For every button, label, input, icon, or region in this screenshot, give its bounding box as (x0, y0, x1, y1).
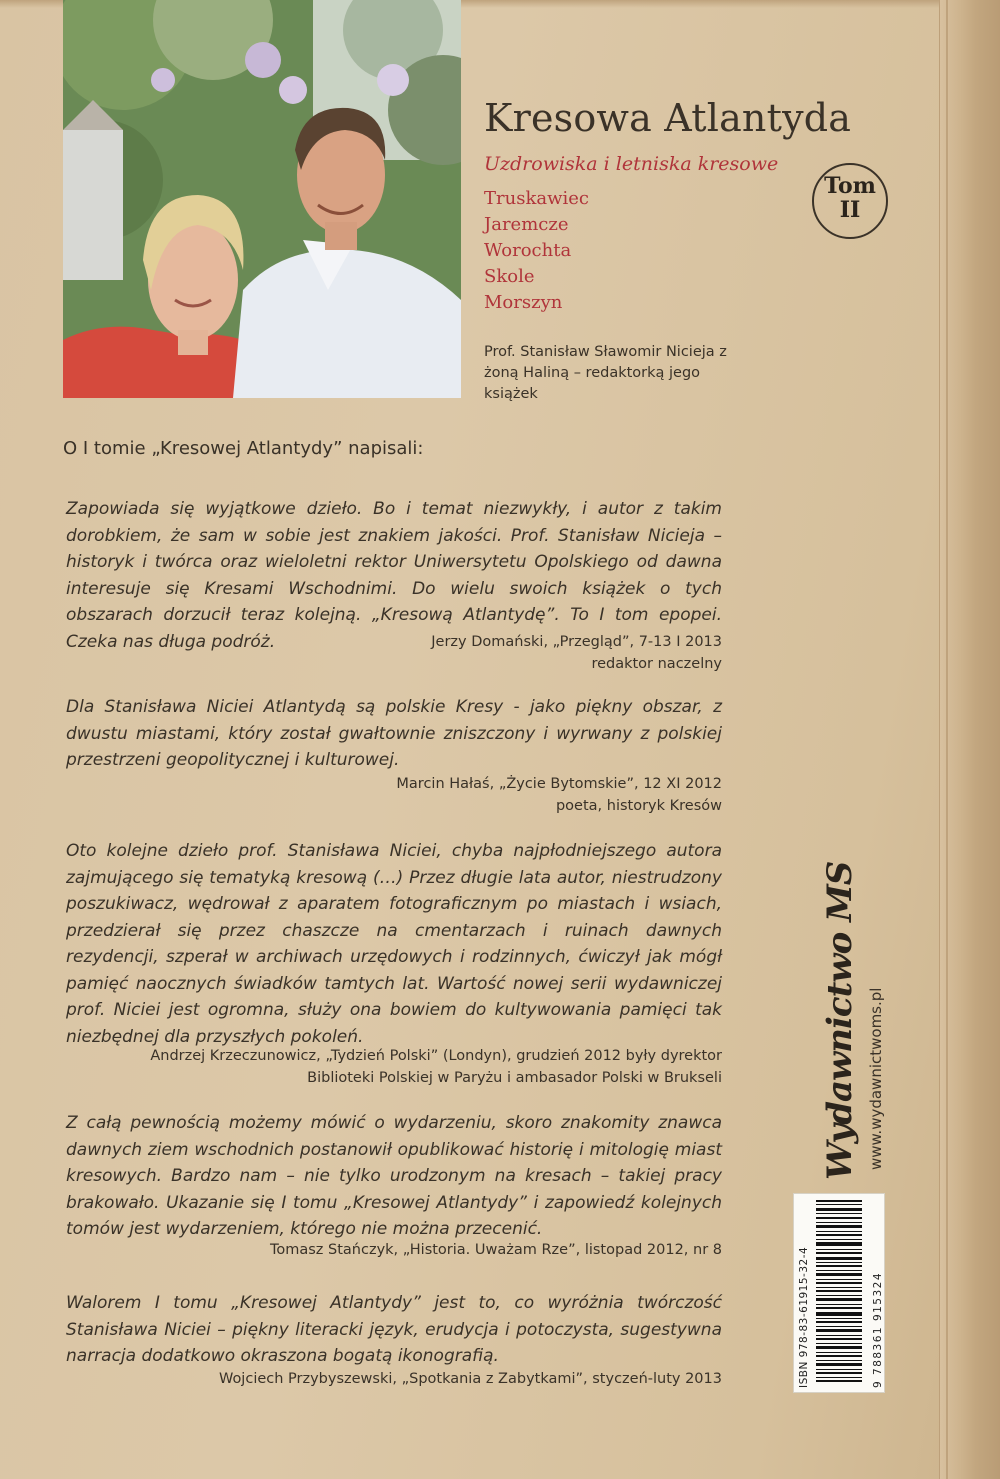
author-photo (63, 0, 461, 398)
quote-source-line: Wojciech Przybyszewski, „Spotkania z Zabytkami”, styczeń-luty 2013 (218, 1371, 722, 1387)
quote-text: Zapowiada się wyjątkowe dzieło. Bo i temat niezwykły, i autor z takim dorobkiem, że sam w sobie jest znakiem jakości. Prof. Stanisław Nicieja – historyk i twórca oraz wieloletni rektor Uniwersytetu Opolskiego od dawna interesuje się Kresami Wschodnimi. Do wielu swoich książek o tych obszarach dorzucił teraz kolejną. „Kresową Atlantydę”. To I tom epopei. Czeka nas długa podróż. (66, 499, 722, 652)
quote-source (102, 774, 722, 817)
quote-source (102, 1240, 722, 1262)
quotes-intro: O I tomie „Kresowej Atlantydy” napisali: (63, 438, 424, 459)
quote-text: Walorem I tomu „Kresowej Atlantydy” jest to, co wyróżnia twórczość Stanisława Niciei – piękny literacki język, erudycja i potoczysta, sugestywna narracja dodatkowo okraszona bogatą ikonografią. (66, 1293, 722, 1366)
quote-source-line: Biblioteki Polskiej w Paryżu i ambasador Polski w Brukseli (307, 1069, 722, 1086)
quote-text: Dla Stanisława Niciei Atlantydą są polskie Kresy - jako piękny obszar, z dwustu miastami, który został gwałtownie zniszczony i wyrwany z polskiej przestrzeni geopolitycznej i kulturowej. (66, 697, 722, 770)
quote-source-line: Tomasz Stańczyk, „Historia. Uważam Rze”, listopad 2012, nr 8 (269, 1242, 722, 1258)
publisher-logo (820, 862, 860, 1180)
quote-source-line: redaktor naczelny (591, 655, 722, 672)
quote-source-line: Marcin Hałaś, „Życie Bytomskie”, 12 XI 2012 (396, 776, 722, 792)
town-item: Truskawiec (484, 188, 589, 209)
quote-text: Oto kolejne dzieło prof. Stanisława Niciei, chyba najpłodniejszego autora zajmującego się tematyką kresową (…) Przez długie lata autor, niestrudzony poszukiwacz, wędrował z aparatem fotograficznym po miastach i wsiach, przedzierał się przez chaszcze na cmentarzach i ruinach dawnych rezydencji, szperał w archiwach urzędowych i rodzinnych, ćwiczył jak mógł pamięć naocznych świadków tamtych lat. Wartość nowej serii wydawniczej prof. Niciei jest ogromna, służy ona bowiem do kultywowania pamięci tak niezbędnej dla przyszłych pokoleń. (66, 841, 722, 1047)
town-item: Morszyn (484, 292, 563, 313)
quote-source-line: Andrzej Krzeczunowicz, „Tydzień Polski” (Londyn), grudzień 2012 były dyrektor (150, 1048, 722, 1064)
volume-badge (812, 163, 888, 239)
volume-number: II (839, 197, 861, 223)
publisher-url-text: www.wydawnictwoms.pl (867, 987, 885, 1170)
town-item: Worochta (484, 240, 572, 261)
spine-edge (939, 0, 1000, 1479)
quote-text: Z całą pewnością możemy mówić o wydarzeniu, skoro znakomity znawca dawnych ziem wschodnich postanowił opublikować historię i mitologię miast kresowych. Bardzo nam – nie tylko urodzonym na kresach – takiej pracy brakowało. Ukazanie się I tomu „Kresowej Atlantydy” i zapowiedź kolejnych tomów jest wydarzeniem, którego nie można przecenić. (66, 1113, 722, 1239)
quote-source (102, 1046, 722, 1089)
town-item: Jaremcze (484, 214, 569, 235)
spine-fold-line (946, 0, 948, 1479)
quote-source (102, 632, 722, 675)
volume-label: Tom (824, 173, 876, 199)
publisher-url (866, 988, 885, 1170)
quote-source-line: poeta, historyk Kresów (555, 797, 722, 814)
barcode-digits: 9 788361 915324 (872, 1271, 884, 1388)
towns-list (484, 186, 589, 316)
book-title: Kresowa Atlantyda (484, 96, 852, 140)
book-subtitle: Uzdrowiska i letniska kresowe (484, 153, 779, 175)
isbn-label: ISBN 978-83-61915-32-4 (798, 1246, 810, 1388)
publisher-logo-text: Wydawnictwo MS (820, 861, 860, 1180)
quote-source (102, 1369, 722, 1391)
town-item: Skole (484, 266, 535, 287)
photo-caption: Prof. Stanisław Sławomir Nicieja z żoną Haliną – redaktorką jego książek (484, 344, 727, 402)
quote-source-line: Jerzy Domański, „Przegląd”, 7-13 I 2013 (431, 634, 722, 650)
